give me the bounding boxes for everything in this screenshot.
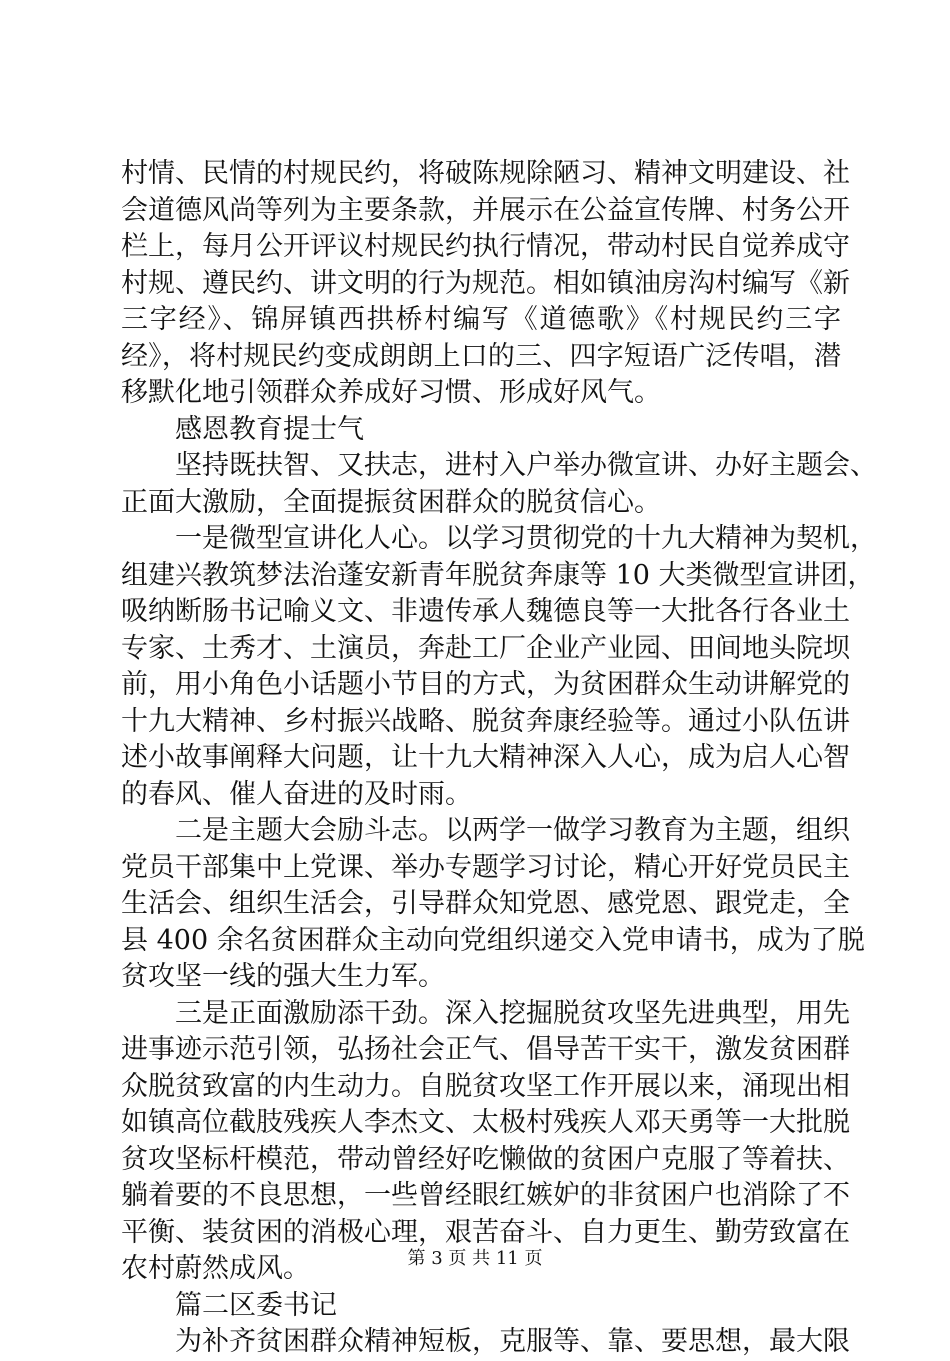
text-line: 专家、土秀才、土演员，奔赴工厂企业产业园、田间地头院坝 [121, 632, 850, 664]
text-line: 坚持既扶智、又扶志，进村入户举办微宣讲、办好主题会、 [121, 450, 877, 481]
text-line: 吸纳断肠书记喻义文、非遗传承人魏德良等一大批各行各业土 [121, 596, 850, 627]
text-line: 一是微型宣讲化人心。以学习贯彻党的十九大精神为契机， [121, 523, 877, 554]
text-line: 平衡、装贫困的消极心理，艰苦奋斗、自力更生、勤劳致富在 [121, 1216, 850, 1248]
text-line: 十九大精神、乡村振兴战略、脱贫奔康经验等。通过小队伍讲 [121, 705, 850, 737]
text-line: 贫攻坚一线的强大生力军。 [121, 961, 445, 992]
text-line: 贫攻坚标杆模范，带动曾经好吃懒做的贫困户克服了等着扶、 [121, 1143, 850, 1175]
text-line: 如镇高位截肢残疾人李杰文、太极村残疾人邓天勇等一大批脱 [121, 1107, 850, 1138]
text-line: 栏上，每月公开评议村规民约执行情况，带动村民自觉养成守 [121, 231, 850, 262]
text-line: 述小故事阐释大问题，让十九大精神深入人心，成为启人心智 [121, 742, 850, 773]
body-text [121, 156, 877, 1361]
text-line: 县 400 余名贫困群众主动向党组织递交入党申请书，成为了脱 [121, 924, 865, 956]
text-line: 经》，将村规民约变成朗朗上口的三、四字短语广泛传唱，潜 [121, 340, 841, 372]
text-line: 农村蔚然成风。 [121, 1253, 310, 1284]
text-line: 移默化地引领群众养成好习惯、形成好风气。 [121, 377, 661, 408]
text-line: 三字经》、锦屏镇西拱桥村编写《道德歌》《村规民约三字 [121, 304, 841, 335]
text-line: 党员干部集中上党课、举办专题学习讨论，精心开好党员民主 [121, 851, 850, 883]
text-line: 前，用小角色小话题小节目的方式，为贫困群众生动讲解党的 [121, 669, 850, 700]
text-line: 村情、民情的村规民约，将破陈规除陋习、精神文明建设、社 [121, 158, 850, 189]
text-line: 组建兴教筑梦法治蓬安新青年脱贫奔康等 10 大类微型宣讲团， [121, 559, 875, 591]
text-line: 篇二区委书记 [121, 1289, 337, 1321]
text-line: 进事迹示范引领，弘扬社会正气、倡导苦干实干，激发贫困群 [121, 1034, 850, 1065]
text-line: 村规、遵民约、讲文明的行为规范。相如镇油房沟村编写《新 [121, 267, 850, 299]
text-line: 二是主题大会励斗志。以两学一做学习教育为主题，组织 [121, 815, 850, 846]
text-line: 众脱贫致富的内生动力。自脱贫攻坚工作开展以来，涌现出相 [121, 1070, 850, 1102]
text-line: 三是正面激励添干劲。深入挖掘脱贫攻坚先进典型，用先 [121, 997, 850, 1029]
text-line: 感恩教育提士气 [121, 413, 364, 445]
text-line: 会道德风尚等列为主要条款，并展示在公益宣传牌、村务公开 [121, 194, 850, 226]
text-line: 生活会、组织生活会，引导群众知党恩、感党恩、跟党走，全 [121, 888, 850, 919]
text-line: 躺着要的不良思想，一些曾经眼红嫉妒的非贫困户也消除了不 [121, 1180, 850, 1211]
text-line: 正面大激励，全面提振贫困群众的脱贫信心。 [121, 486, 661, 518]
text-line: 的春风、催人奋进的及时雨。 [121, 778, 472, 810]
page-footer: 第 3 页 共 11 页 [407, 1248, 543, 1269]
text-line: 为补齐贫困群众精神短板，克服等、靠、要思想，最大限 [121, 1326, 850, 1357]
